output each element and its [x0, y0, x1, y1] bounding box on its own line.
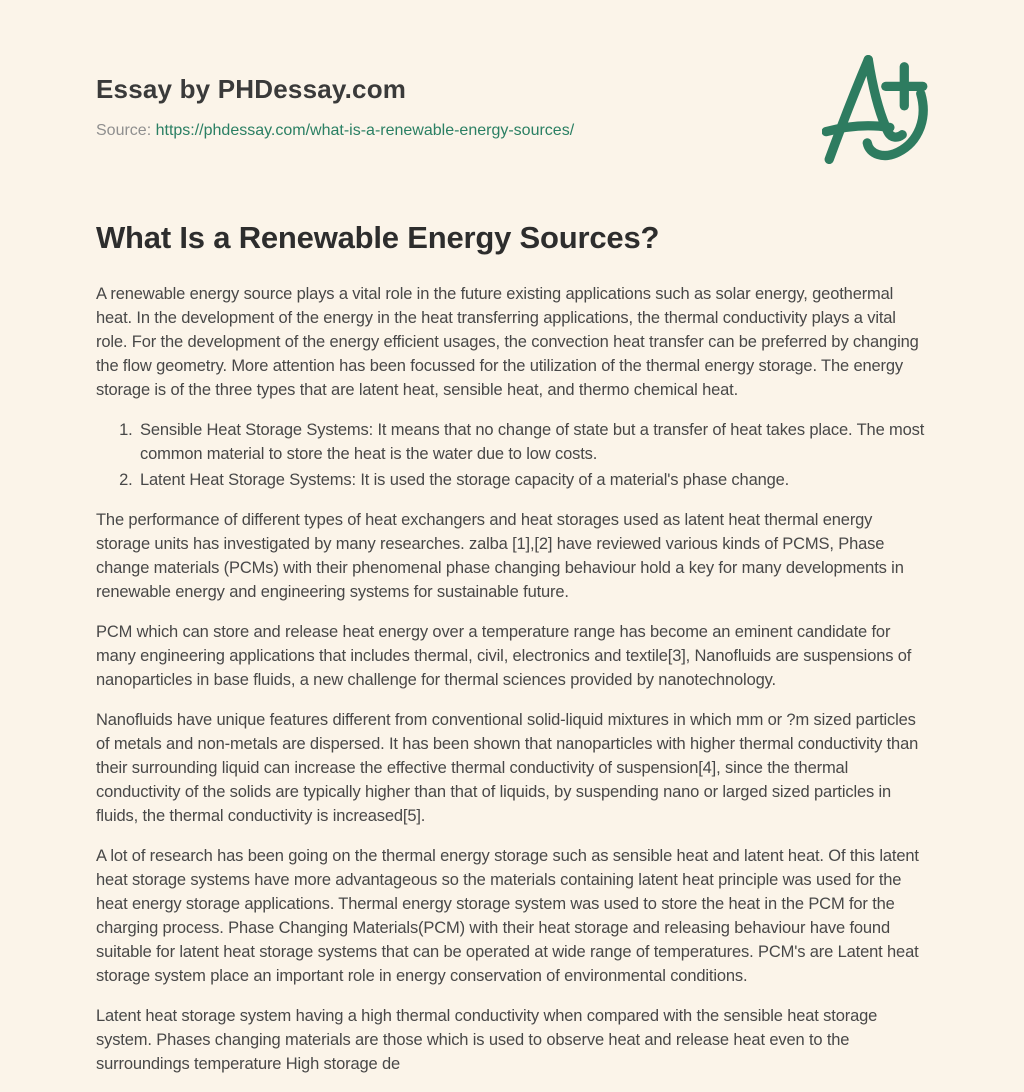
essay-byline: Essay by PHDessay.com	[96, 74, 407, 104]
list-item: 1. Sensible Heat Storage Systems: It means that no change of state but a transfer of heat takes place. The most common material to store the heat is the water due to low costs.	[137, 418, 928, 466]
source-line	[96, 122, 928, 140]
list-item: 2. Latent Heat Storage Systems: It is used the storage capacity of a material's phase change.	[137, 468, 928, 492]
paragraph: A renewable energy source plays a vital role in the future existing applications such as solar energy, geothermal heat. In the development of the energy in the heat transferring applications, the thermal conductivity plays a vital role. For the development of the energy efficient usages, the convection heat transfer can be preferred by changing the flow geometry. More attention has been focussed for the utilization of the thermal energy storage. The energy storage is of the three types that are latent heat, sensible heat, and thermo chemical heat.	[96, 285, 919, 399]
a-plus-logo-icon	[822, 52, 930, 168]
source-link[interactable]: https://phdessay.com/what-is-a-renewable-energy-sources/	[155, 122, 575, 139]
article-body	[96, 282, 928, 1076]
article-title: What Is a Renewable Energy Sources?	[96, 220, 660, 255]
paragraph: Nanofluids have unique features different from conventional solid-liquid mixtures in which mm or ?m sized particles of metals and non-metals are dispersed. It has been shown that nanoparticles with higher thermal conductivity than their surrounding liquid can increase the effective thermal conductivity of suspension[4], since the thermal conductivity of the solids are typically higher than that of liquids, by suspending nano or larged sized particles in fluids, the thermal conductivity is increased[5].	[96, 711, 919, 825]
paragraph: PCM which can store and release heat energy over a temperature range has become an eminent candidate for many engineering applications that includes thermal, civil, electronics and textile[3], Nanofluids are suspensions of nanoparticles in base fluids, a new challenge for thermal sciences provided by nanotechnology.	[96, 623, 912, 689]
heat-storage-list	[96, 418, 928, 492]
source-label: Source:	[96, 122, 152, 139]
paragraph: Latent heat storage system having a high thermal conductivity when compared with the sensible heat storage system. Phases changing materials are those which is used to observe heat and release heat even to the surroundings temperature High storage de	[96, 1007, 878, 1073]
paragraph: A lot of research has been going on the thermal energy storage such as sensible heat and latent heat. Of this latent heat storage systems have more advantageous so the materials containing latent heat principle was used for the heat energy storage applications. Thermal energy storage system was used to store the heat in the PCM for the charging process. Phase Changing Materials(PCM) with their heat storage and releasing behaviour have found suitable for latent heat storage systems that can be operated at wide range of temperatures. PCM's are Latent heat storage system place an important role in energy conservation of environmental conditions.	[96, 847, 919, 985]
paragraph: The performance of different types of heat exchangers and heat storages used as latent heat thermal energy storage units has investigated by many researches. zalba [1],[2] have reviewed various kinds of PCMS, Phase change materials (PCMs) with their phenomenal phase changing behaviour hold a key for many developments in renewable energy and engineering systems for sustainable future.	[96, 511, 904, 601]
